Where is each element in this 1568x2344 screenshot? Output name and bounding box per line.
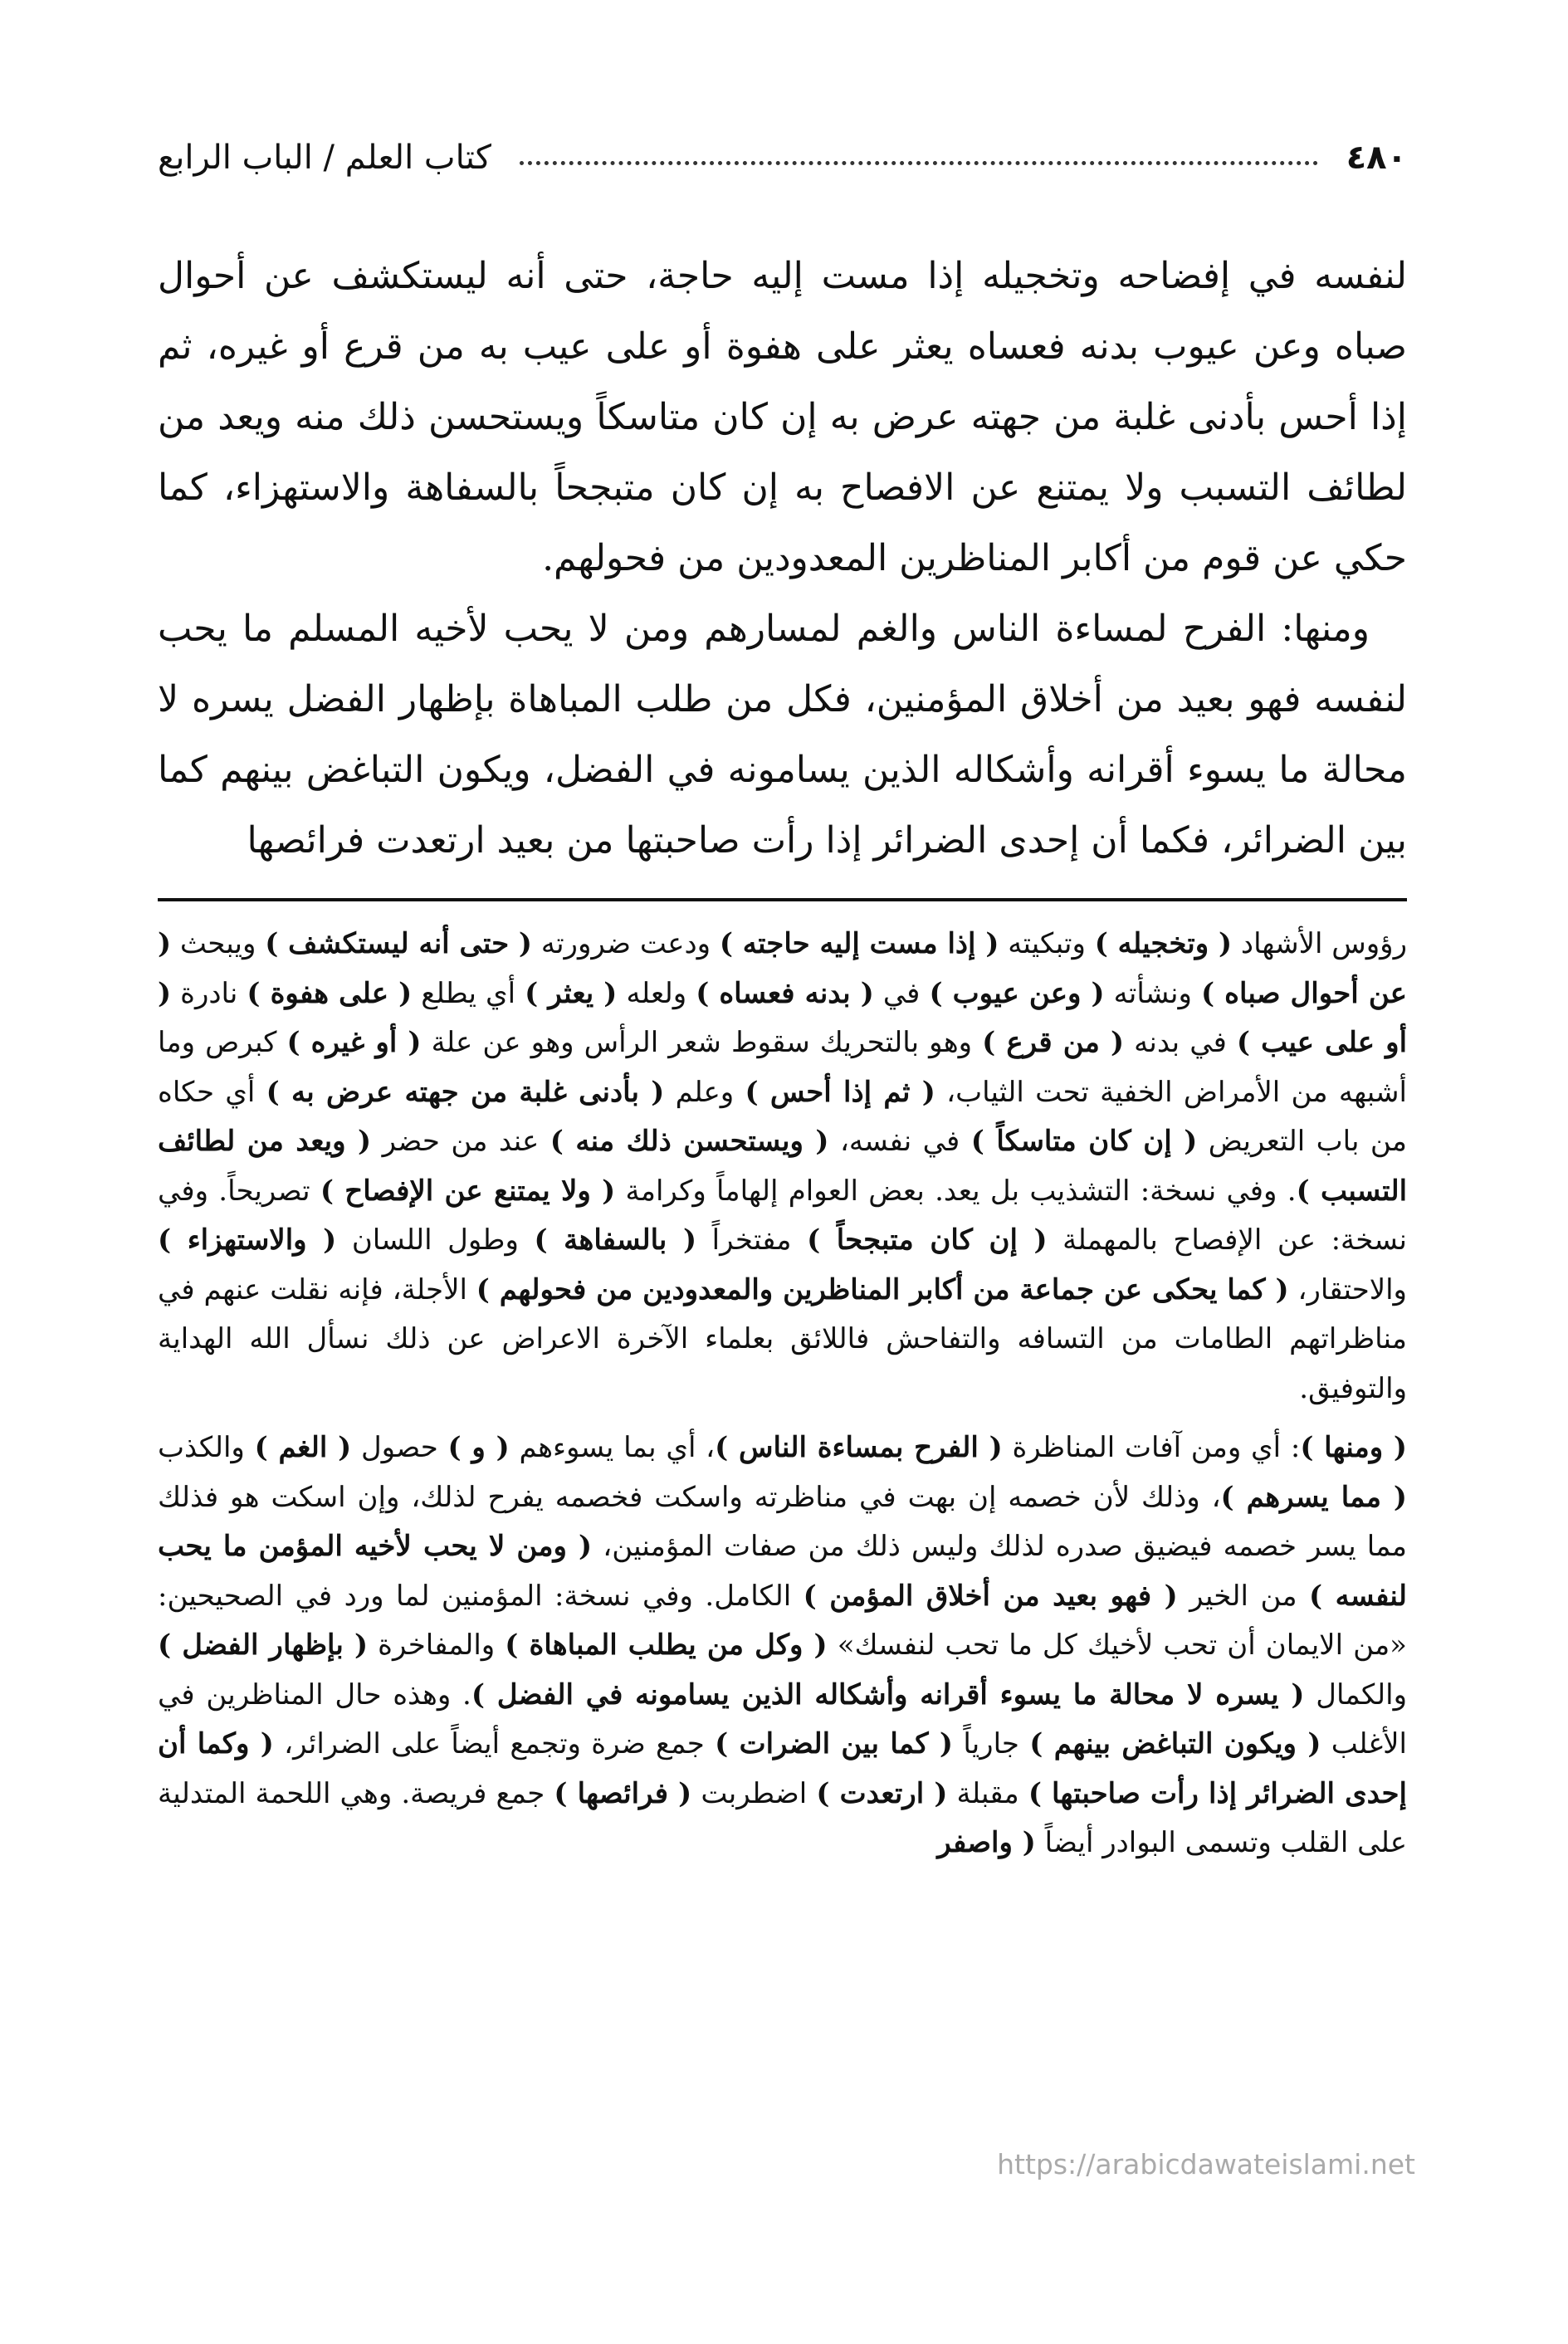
quoted-phrase: ( حتى أنه ليستكشف ) [265,927,533,960]
quoted-phrase: ( بالسفاهة ) [534,1223,697,1257]
commentary-text: : أي ومن آفات المناظرة [1002,1431,1301,1464]
quoted-phrase: ( والاستهزاء ) [158,1223,337,1257]
quoted-phrase: ( ولا يمتنع عن الإفصاح ) [320,1174,616,1208]
commentary-text: أي يطلع [412,976,525,1010]
quoted-phrase: ( وتخجيله ) [1094,927,1233,960]
main-paragraph: ومنها: الفرح لمساءة الناس والغم لمسارهم ومن لا يحب لأخيه المسلم ما يحب لنفسه فهو بعيد من أخلاق المؤمنين، فكل من طلب المباهاة بإظهار الفضل يسره لا محالة ما يسوء أقرانه وأشكاله الذين يسامونه في الفضل، ويكون التباغض بينهم كما بين الضرائر، فكما أن إحدى الضرائر إذا رأت صاحبتها من بعيد ارتعدت فرائصها [158,608,1407,862]
commentary-text: مقبلة [947,1776,1028,1810]
commentary-text: أي حكاه من باب التعريض [158,1075,1408,1158]
commentary-text: وطول اللسان [336,1223,535,1257]
commentary [158,920,1407,1868]
running-header [158,125,1407,191]
quoted-phrase: ( بأدنى غلبة من جهته عرض به ) [266,1075,665,1109]
watermark-url: https://arabicdawateislami.net [997,2148,1415,2180]
commentary-text: ودعت ضرورته [532,927,720,960]
commentary-text: في نفسه، [828,1125,971,1158]
commentary-text: ، وذلك لأن خصمه إن بهت في مناظرته واسكت فخصمه يفرح لذلك، وإن اسكت هو فذلك مما يسر خصمه فيضيق صدره لذلك وليس ذلك من صفات المؤمنين، [158,1480,1408,1563]
commentary-text: ولعله [617,976,696,1010]
commentary-text: والكذب [158,1431,255,1464]
quoted-phrase: ( كما بين الضرات ) [715,1727,954,1760]
commentary-text: الكامل. وفي نسخة: المؤمنين لما ورد في الصحيحين: «من الايمان أن تحب لأخيك كل ما تحب لنفسك» [158,1579,1407,1662]
quoted-phrase: ( ويكون التباغض بينهم ) [1029,1727,1321,1760]
quoted-phrase: ( الفرح بمساءة الناس ) [715,1431,1003,1464]
commentary-text: تصريحاً. وفي نسخة: عن الإفصاح بالمهملة [158,1174,1408,1257]
commentary-text: كبرص وما أشبهه من الأمراض الخفية تحت الثياب، [158,1026,1407,1109]
page-number: ٤٨٠ [1346,139,1407,177]
commentary-text: من الخير [1177,1579,1310,1613]
quoted-phrase: ( ويعد من لطائف التسبب ) [158,1125,1408,1208]
quoted-phrase: ( وكل من يطلب المباهاة ) [505,1629,828,1662]
commentary-text: ، أي بما يسوءهم [509,1431,716,1464]
quoted-phrase: ( ومن لا يحب لأخيه المؤمن ما يحب لنفسه ) [158,1530,1407,1613]
quoted-phrase: ( إذا مست إليه حاجته ) [719,927,999,960]
commentary-text: جمع ضرة وتجمع أيضاً على الضرائر، [273,1727,716,1760]
quoted-phrase: ( فهو بعيد من أخلاق المؤمن ) [803,1579,1178,1613]
commentary-text: في بدنه [1124,1026,1237,1059]
commentary-text: وعلم [664,1075,745,1109]
quoted-phrase: ( ارتعدت ) [816,1776,948,1810]
commentary-text: نادرة [171,976,247,1010]
commentary-text: وهو بالتحريك سقوط شعر الرأس وهو عن علة [421,1026,983,1059]
commentary-text: . وفي نسخة: التشذيب بل يعد. بعض العوام إلهاماً وكرامة [615,1174,1297,1208]
quoted-phrase: ( مما يسرهم ) [1220,1480,1407,1514]
commentary-text: عند من حضر [371,1125,550,1158]
header-leader-dots [520,161,1318,165]
commentary-text: والكمال [1304,1677,1408,1712]
main-text [158,241,1407,876]
quoted-phrase: ( أو غيره ) [286,1026,422,1059]
quoted-phrase: ( إن كان متاسكاً ) [970,1125,1198,1158]
commentary-text: وتبكيته [999,927,1095,960]
commentary-text: مفتخراً [696,1223,808,1257]
quoted-phrase: ( واصفر [937,1826,1036,1859]
commentary-text: الأجلة، فإنه نقلت عنهم في مناظراتهم الطامات من التسافه والتفاحش فاللائق بعلماء الآخرة الاعراض عن ذلك نسأل الله الهداية والتوفيق. [158,1272,1407,1405]
quoted-phrase: ( بدنه فعساه ) [696,976,874,1010]
quoted-phrase: ( وعن عيوب ) [929,976,1105,1010]
commentary-text: ويبحث [171,927,266,960]
commentary-text: جارياً [953,1727,1030,1760]
commentary-text: جمع فريصة. وهي اللحمة المتدلية على القلب وتسمى البوادر أيضاً [158,1776,1407,1859]
quoted-phrase: ( من قرع ) [982,1026,1125,1059]
commentary-text: اضطربت [691,1776,817,1810]
commentary-paragraph [158,1423,1407,1868]
quoted-phrase: ( أو على عيب ) [158,976,1408,1059]
quoted-phrase: ( ثم إذا أحس ) [745,1075,935,1109]
quoted-phrase: ( عن أحوال صباه ) [158,927,1407,1010]
commentary-text: في [873,976,930,1010]
commentary-text: والاحتقار، [1288,1272,1407,1306]
quoted-phrase: ( فرائصها ) [554,1776,692,1810]
quoted-phrase: ( ومنها ) [1300,1431,1407,1464]
quoted-phrase: ( ويستحسن ذلك منه ) [550,1125,829,1158]
quoted-phrase: ( يسره لا محالة ما يسوء أقرانه وأشكاله الذين يسامونه في الفضل ) [471,1677,1305,1712]
commentary-text: والمفاخرة [368,1629,506,1662]
commentary-text: رؤوس الأشهاد [1232,927,1407,960]
commentary-paragraph [158,920,1407,1414]
quoted-phrase: ( على هفوة ) [247,976,413,1010]
commentary-text: ونشأته [1104,976,1201,1010]
quoted-phrase: ( يعثر ) [525,976,618,1010]
commentary-text: حصول [351,1431,448,1464]
quoted-phrase: ( بإظهار الفضل ) [158,1629,369,1662]
commentary-text: . وهذه حال المناظرين في الأغلب [158,1677,1407,1760]
quoted-phrase: ( إن كان متبجحاً ) [807,1223,1048,1257]
quoted-phrase: ( و ) [447,1431,510,1464]
quoted-phrase: ( الغم ) [254,1431,352,1464]
quoted-phrase: ( وكما أن إحدى الضرائر إذا رأت صاحبتها ) [158,1727,1407,1810]
main-paragraph: لنفسه في إفضاحه وتخجيله إذا مست إليه حاجة، حتى أنه ليستكشف عن أحوال صباه وعن عيوب بدنه فعساه يعثر على هفوة أو على عيب به من قرع أو غيره، ثم إذا أحس بأدنى غلبة من جهته عرض به إن كان متاسكاً ويستحسن ذلك منه ويعد من لطائف التسبب ولا يمتنع عن الافصاح به إن كان متبجحاً بالسفاهة والاستهزاء، كما حكي عن قوم من أكابر المناظرين المعدودين من فحولهم. [158,255,1407,579]
quoted-phrase: ( كما يحكى عن جماعة من أكابر المناظرين والمعدودين من فحولهم ) [476,1272,1289,1306]
footnote-separator [158,898,1407,901]
chapter-title: كتاب العلم / الباب الرابع [158,139,491,177]
